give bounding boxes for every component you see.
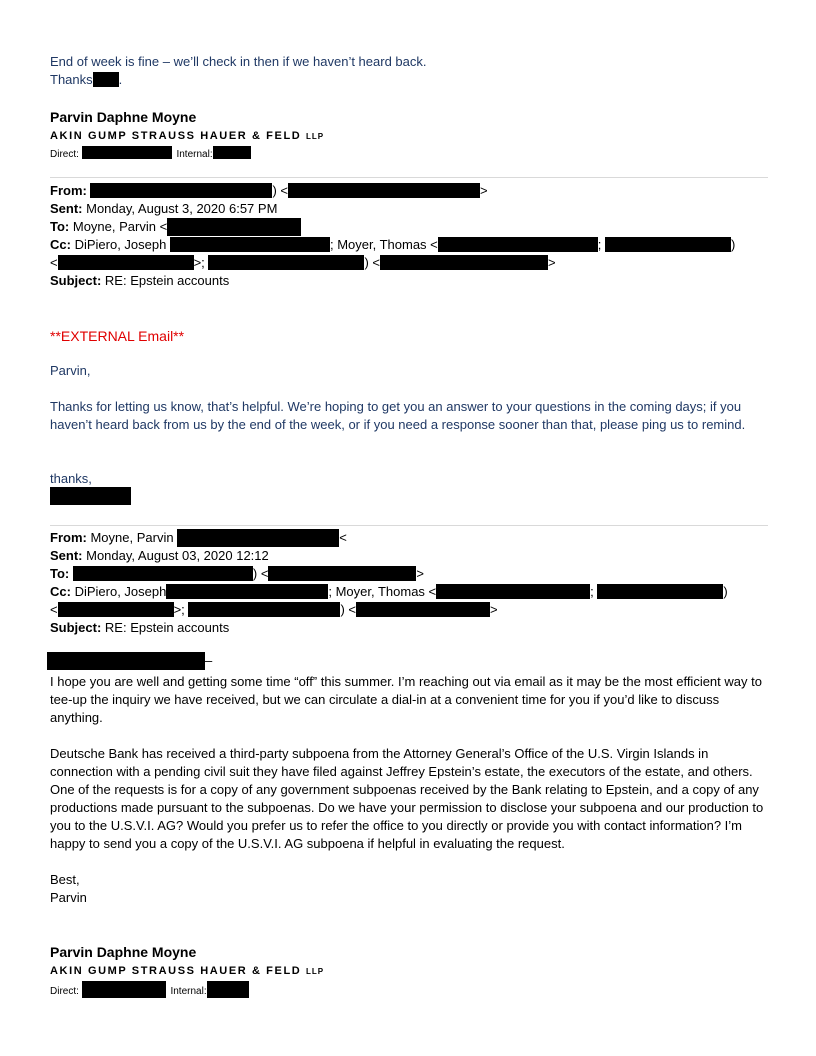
cc-value3: ; (590, 584, 594, 599)
cc-value1: DiPiero, Joseph (74, 584, 167, 599)
email2-subject (50, 619, 229, 637)
redaction-box (207, 981, 249, 998)
cc-label: Cc: (50, 237, 71, 252)
cc-value2: ; Moyer, Thomas < (329, 237, 438, 252)
external-email-banner: **EXTERNAL Email** (50, 328, 185, 344)
reply-line: End of week is fine – we’ll check in then if we haven’t heard back. (50, 54, 427, 69)
email2-paragraph-2: Deutsche Bank has received a third-party subpoena from the Attorney General’s Office of the U.S. Virgin Islands in connection with a pending civil suit they have filed against Jeffrey Epstein’s estate, the executors of the estate, and others. One of the requests is for a copy of any government subpoenas received by the Bank relating to Epstein, and a copy of any productions made pursuant to the subpoenas. Do we have your permission to disclose your subpoena and our production to you to the U.S.V.I. AG? Would you prefer us to refer the office to you directly or provide you with contact information? I’m happy to send you a copy of the U.S.V.I. AG subpoena if helpful in evaluating the request. (50, 746, 764, 851)
email1-cc-cont (50, 254, 556, 272)
to-end: > (416, 566, 425, 581)
redaction-box (167, 218, 301, 236)
email2-from (50, 529, 347, 547)
reply-thanks-line (50, 71, 122, 89)
subject-value: RE: Epstein accounts (104, 273, 230, 288)
email1-to (50, 218, 301, 236)
redaction-box (73, 566, 253, 581)
to-mid: ) < (252, 566, 269, 581)
from-end: < (339, 530, 347, 545)
internal-label: Internal: (176, 149, 213, 160)
redaction-box (213, 146, 251, 159)
redaction-box (208, 255, 364, 270)
sent-label: Sent: (50, 548, 83, 563)
sent-label: Sent: (50, 201, 83, 216)
cc2-end: > (489, 602, 498, 617)
signature-name: Parvin Daphne Moyne (50, 109, 197, 125)
signature-firm (50, 127, 324, 146)
cc2-end: > (547, 255, 556, 270)
redaction-box (58, 255, 194, 270)
cc-label: Cc: (50, 584, 71, 599)
from-label: From: (50, 530, 87, 545)
from-end: > (480, 183, 488, 198)
firm-suffix: LLP (305, 967, 325, 976)
to-label: To: (50, 219, 70, 234)
redaction-box (170, 237, 330, 252)
email1-body: Thanks for letting us know, that’s helpful. We’re hoping to get you an answer to your questions in the coming days; if you haven’t heard back from us by the end of the week, or if you need a response sooner than that, please ping us to remind. (50, 399, 746, 432)
subject-label: Subject: (50, 273, 102, 288)
email2-sent (50, 547, 269, 565)
from-mid: ) < (272, 183, 289, 198)
redaction-box (188, 602, 340, 617)
divider (50, 525, 768, 526)
cc-value1: DiPiero, Joseph (74, 237, 167, 252)
internal-label: Internal: (170, 986, 207, 997)
redaction-box (177, 529, 339, 547)
from-label: From: (50, 183, 87, 198)
redaction-box (288, 183, 480, 198)
email2-paragraph-1: I hope you are well and getting some time “off” this summer. I’m reaching out via email as it may be the most efficient way to tee-up the inquiry we have received, but we can circulate a dial-in at a convenient time for you if you’d like to discuss anything. (50, 674, 762, 725)
email2-cc-cont (50, 601, 498, 619)
firm-name: AKIN GUMP STRAUSS HAUER & FELD (50, 965, 302, 977)
email1-greeting: Parvin, (50, 363, 91, 378)
email2-closing-name: Parvin (50, 890, 87, 905)
from-value: Moyne, Parvin (90, 530, 174, 545)
email1-cc (50, 236, 735, 254)
email2-to (50, 565, 424, 583)
redaction-box (47, 652, 205, 670)
email1-sent (50, 200, 277, 218)
redaction-box (436, 584, 590, 599)
redacted-signature (50, 487, 131, 505)
cc2-mid: >; (173, 602, 185, 617)
sent-value: Monday, August 3, 2020 6:57 PM (86, 201, 278, 216)
firm-suffix: LLP (305, 132, 325, 141)
redaction-box (380, 255, 548, 270)
divider (50, 177, 768, 178)
redaction-box (166, 584, 328, 599)
redaction-box (605, 237, 731, 252)
direct-label: Direct: (50, 149, 79, 160)
email1-closing: thanks, (50, 471, 92, 486)
email2-closing: Best, (50, 872, 80, 887)
cc-value4: ) (723, 584, 728, 599)
cc2-mid: >; (193, 255, 205, 270)
cc2-mid2: ) < (340, 602, 356, 617)
redaction-box (356, 602, 490, 617)
email2-cc (50, 583, 728, 601)
thanks-text: Thanks (50, 72, 93, 87)
cc-value2: ; Moyer, Thomas < (328, 584, 437, 599)
sent-value: Monday, August 03, 2020 12:12 (86, 548, 269, 563)
redaction-box (438, 237, 598, 252)
redaction-box (597, 584, 723, 599)
signature-contact (50, 981, 249, 1001)
cc-value4: ) (731, 237, 736, 252)
signature-contact (50, 146, 251, 164)
cc-value3: ; (597, 237, 602, 252)
email1-from (50, 182, 488, 200)
salutation-dash: – (205, 653, 213, 668)
redaction-box (82, 146, 172, 159)
signature-firm (50, 962, 324, 981)
redaction-box (90, 183, 272, 198)
firm-name: AKIN GUMP STRAUSS HAUER & FELD (50, 130, 302, 142)
thanks-end: . (118, 72, 123, 87)
redaction-box (58, 602, 174, 617)
redaction-box (268, 566, 416, 581)
cc2-start: < (50, 602, 58, 617)
to-value: Moyne, Parvin < (72, 219, 168, 234)
cc2-start: < (50, 255, 58, 270)
redaction-box (82, 981, 166, 998)
email2-salutation (47, 652, 212, 670)
subject-label: Subject: (50, 620, 102, 635)
cc2-mid2: ) < (364, 255, 380, 270)
redaction-box (93, 72, 119, 87)
subject-value: RE: Epstein accounts (104, 620, 230, 635)
signature-name: Parvin Daphne Moyne (50, 944, 197, 960)
to-label: To: (50, 566, 70, 581)
email1-subject (50, 272, 229, 290)
direct-label: Direct: (50, 986, 79, 997)
